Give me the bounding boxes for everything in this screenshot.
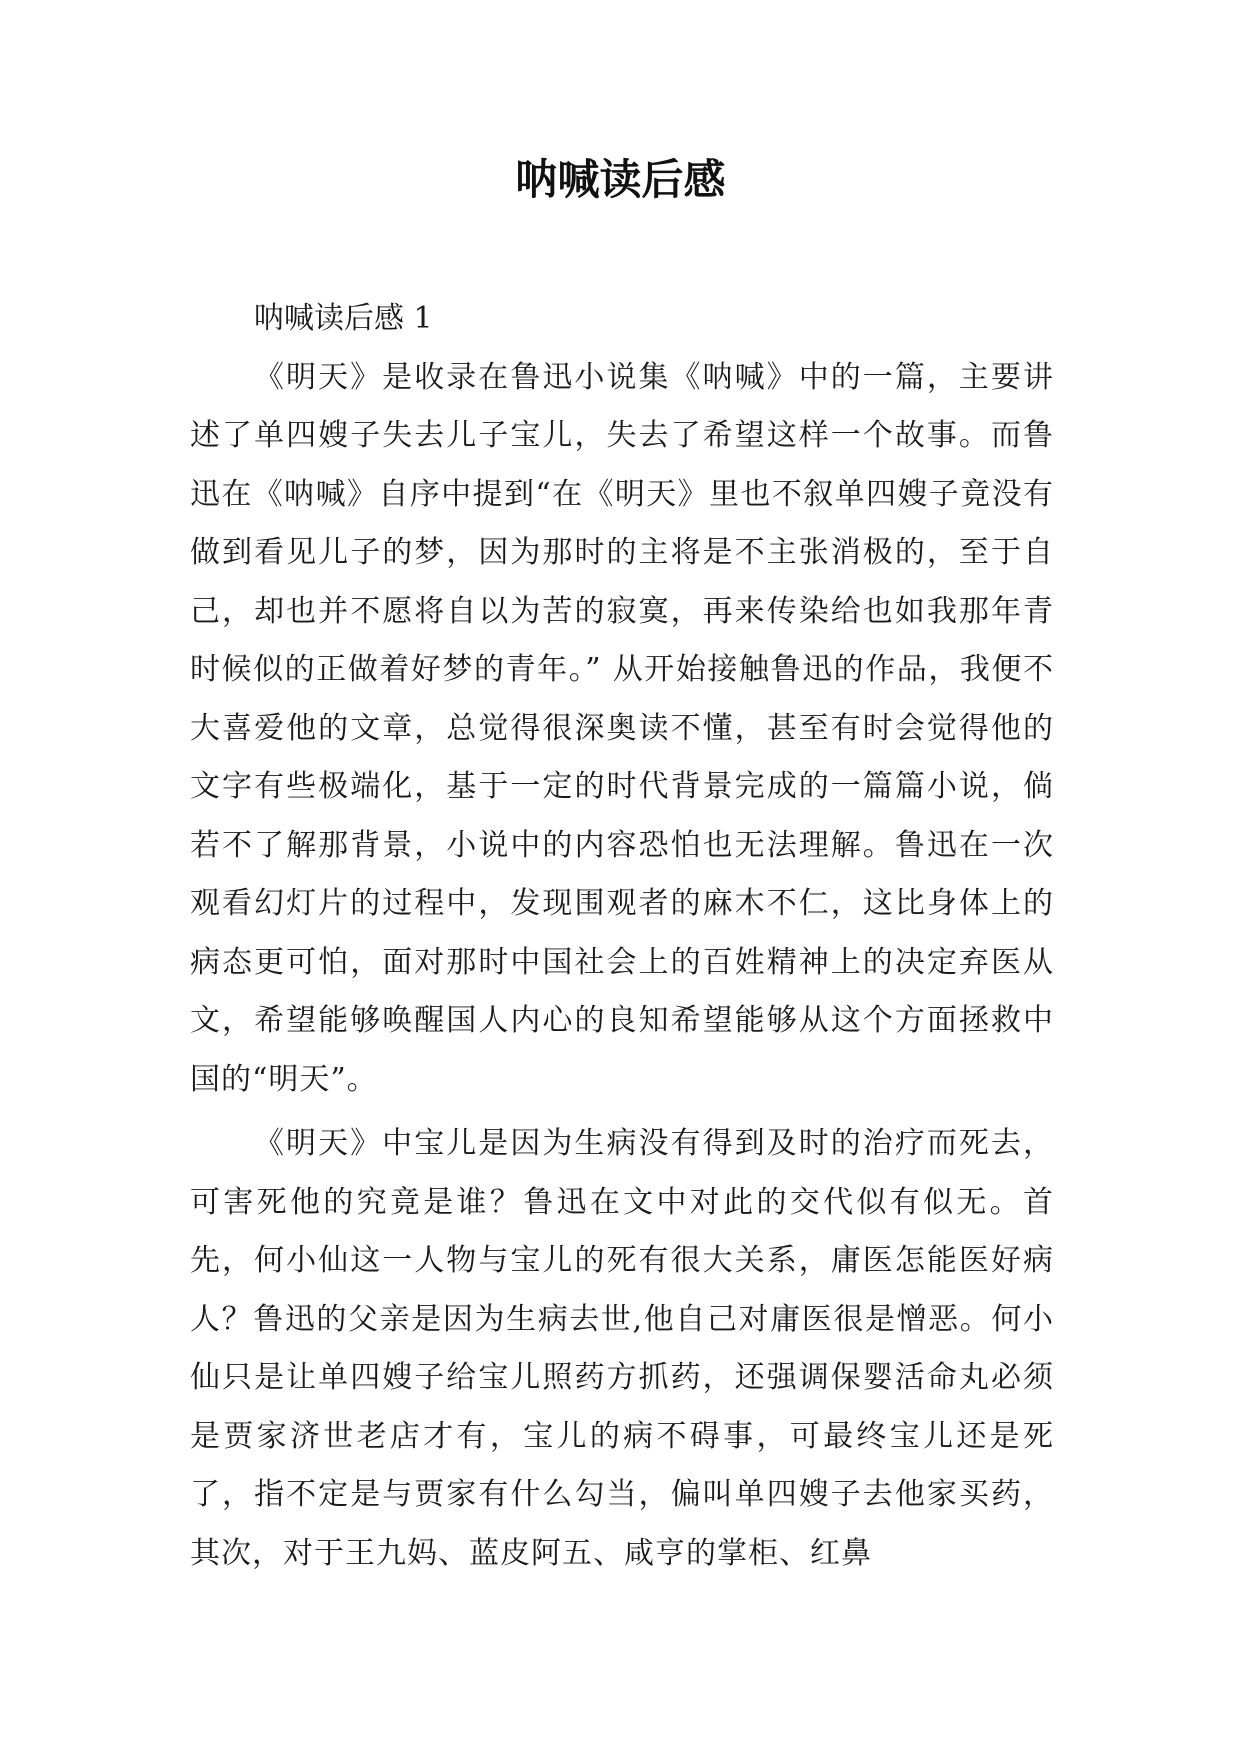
paragraph-1: 《明天》是收录在鲁迅小说集《呐喊》中的一篇，主要讲述了单四嫂子失去儿子宝儿，失去了希望这样一个故事。而鲁迅在《呐喊》自序中提到“在《明天》里也不叙单四嫂子竟没有做到看见儿子的梦，因为那时的主将是不主张消极的，至于自己，却也并不愿将自以为苦的寂寞，再来传染给也如我那年青时候似的正做着好梦的青年。” 从开始接触鲁迅的作品，我便不大喜爱他的文章，总觉得很深奥读不懂，甚至有时会觉得他的文字有些极端化，基于一定的时代背景完成的一篇篇小说，倘若不了解那背景，小说中的内容恐怕也无法理解。鲁迅在一次观看幻灯片的过程中，发现围观者的麻木不仁，这比身体上的病态更可怕，面对那时中国社会上的百姓精神上的决定弃医从文，希望能够唤醒国人内心的良知希望能够从这个方面拯救中国的“明天”。: [190, 359, 1054, 1097]
paragraph-2: 《明天》中宝儿是因为生病没有得到及时的治疗而死去，可害死他的究竟是谁？鲁迅在文中对此的交代似有似无。首先，何小仙这一人物与宝儿的死有很大关系，庸医怎能医好病人？鲁迅的父亲是因为生病去世,他自己对庸医很是憎恶。何小仙只是让单四嫂子给宝儿照药方抓药，还强调保婴活命丸必须是贾家济世老店才有，宝儿的病不碍事，可最终宝儿还是死了，指不定是与贾家有什么勾当，偏叫单四嫂子去他家买药，其次，对于王九妈、蓝皮阿五、咸亨的掌柜、红鼻: [190, 1126, 1054, 1571]
section-heading: 呐喊读后感 1: [254, 301, 433, 336]
document-title: 呐喊读后感: [515, 155, 726, 204]
document-body: [190, 290, 1054, 1583]
